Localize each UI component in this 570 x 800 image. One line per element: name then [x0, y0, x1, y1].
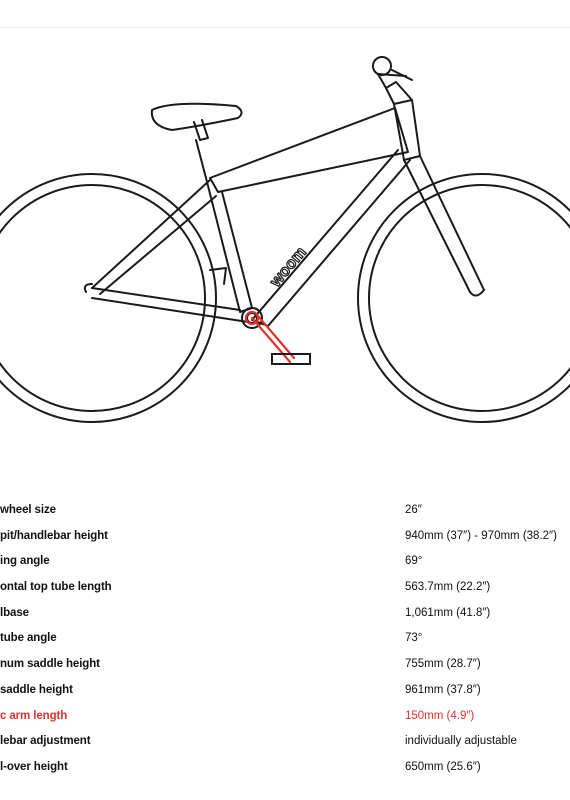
rear-wheel [0, 174, 216, 422]
spec-value: 73° [405, 632, 423, 645]
spec-value: 650mm (25.6″) [405, 760, 481, 773]
spec-row [0, 729, 570, 755]
spec-value: 150mm (4.9″) [405, 709, 475, 722]
seatpost-saddle [152, 104, 242, 140]
spec-row [0, 704, 570, 730]
spec-label: lebar adjustment [0, 735, 91, 748]
spec-label: ontal top tube length [0, 581, 112, 594]
spec-row [0, 601, 570, 627]
frame [85, 100, 484, 328]
stem-handlebar [373, 57, 412, 104]
spec-value: 1,061mm (41.8″) [405, 606, 491, 619]
spec-label: wheel size [0, 504, 56, 516]
spec-row [0, 755, 570, 781]
spec-row [0, 626, 570, 652]
top-divider [0, 27, 570, 28]
spec-value: 69° [405, 555, 423, 568]
spec-row [0, 678, 570, 704]
spec-row [0, 575, 570, 601]
bike-diagram [0, 40, 570, 440]
spec-value: individually adjustable [405, 735, 517, 748]
spec-label: tube angle [0, 632, 57, 645]
spec-label: num saddle height [0, 658, 100, 671]
spec-label: pit/handlebar height [0, 529, 108, 542]
spec-row [0, 549, 570, 575]
spec-table [0, 498, 570, 781]
spec-row [0, 652, 570, 678]
spec-value: 563.7mm (22.2″) [405, 581, 491, 594]
spec-value: 26″ [405, 504, 422, 516]
spec-value: 940mm (37″) - 970mm (38.2″) [405, 529, 557, 542]
spec-value: 755mm (28.7″) [405, 658, 481, 671]
spec-label: ing angle [0, 555, 50, 568]
spec-label: lbase [0, 606, 29, 619]
spec-label: saddle height [0, 683, 73, 696]
spec-value: 961mm (37.8″) [405, 683, 481, 696]
svg-text:woom: woom [267, 243, 310, 291]
spec-row [0, 524, 570, 550]
front-wheel [358, 174, 570, 422]
spec-row [0, 498, 570, 524]
spec-label: c arm length [0, 709, 68, 722]
spec-label: l-over height [0, 760, 68, 773]
